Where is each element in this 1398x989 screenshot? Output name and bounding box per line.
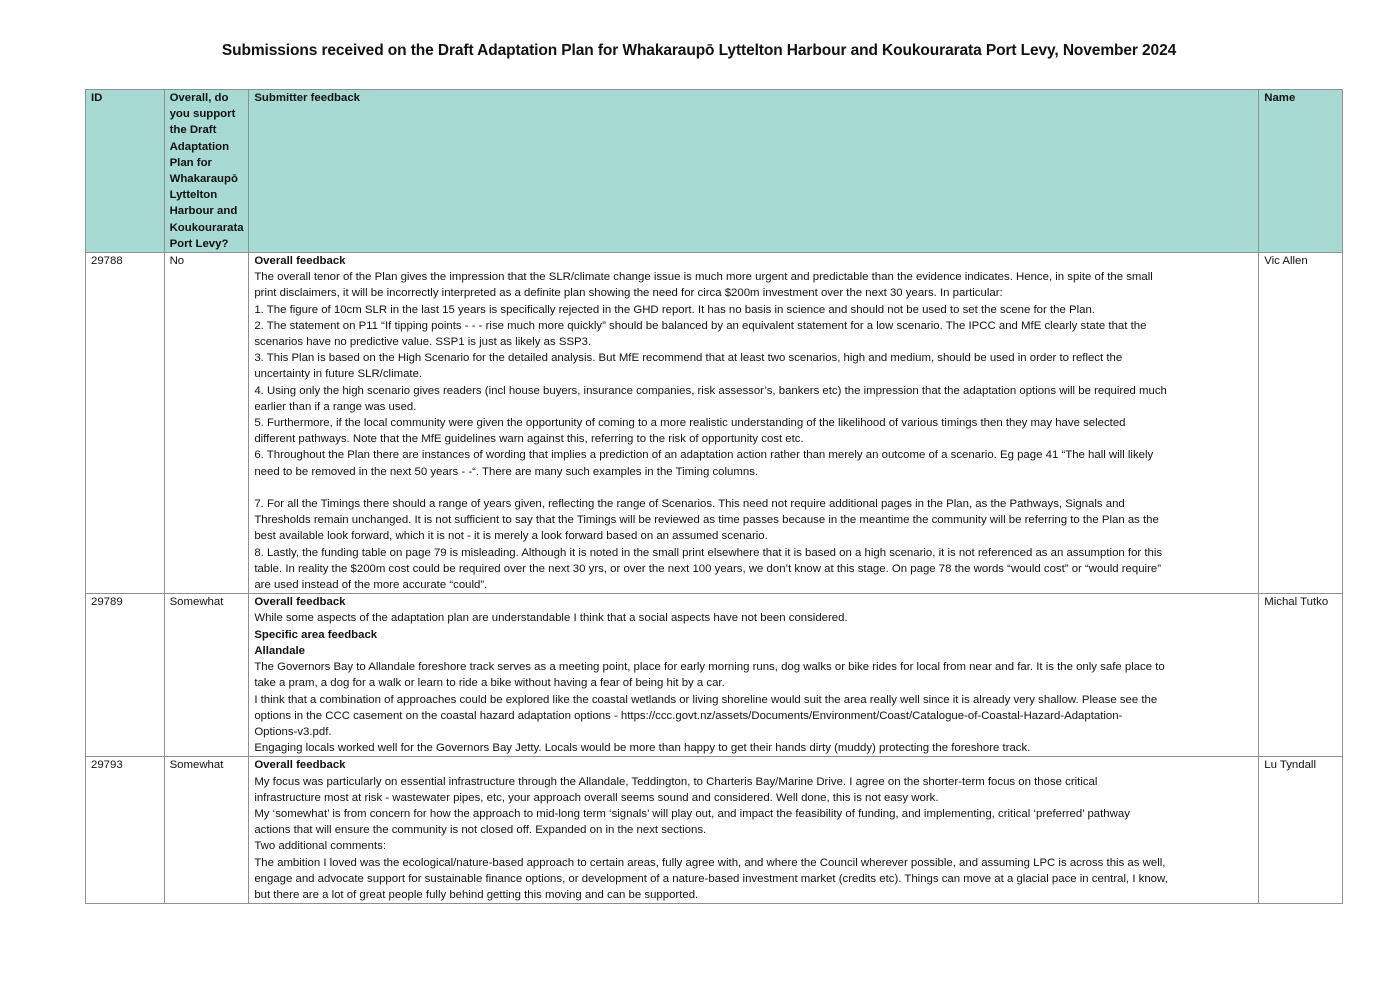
feedback-line: While some aspects of the adaptation plan are understandable I think that a social aspects have not been considered. (254, 612, 848, 625)
submitter-name-text: Michal Tutko (1264, 596, 1329, 609)
support-answer (164, 594, 249, 757)
feedback-line: options in the CCC casement on the coastal hazard adaptation options - https://ccc.govt.nz/assets/Documents/Environment/Coast/Catalogue-of-Coastal-Hazard-Adaptation- (254, 709, 1123, 722)
support-answer (164, 253, 249, 594)
header-name: Name (1259, 90, 1343, 253)
submissions-table (85, 89, 1343, 904)
header-support: Overall, do you support the Draft Adaptation Plan for Whakaraupō Lyttelton Harbour and Koukourarata Port Levy? (164, 90, 249, 253)
submitter-name-text: Lu Tyndall (1264, 759, 1316, 772)
table-row (86, 594, 1343, 757)
submission-id-text: 29788 (91, 255, 123, 268)
submitter-name (1259, 594, 1343, 757)
feedback-heading: Allandale (254, 644, 305, 657)
support-answer-text: Somewhat (169, 759, 224, 772)
feedback-line: print disclaimers, it will be incorrectly interpreted as a definite plan showing the need for circa $200m investment over the next 30 years. In particular: (254, 287, 1003, 300)
submission-id (86, 594, 165, 757)
feedback-line: Two additional comments: (254, 840, 386, 853)
feedback-line (254, 480, 1253, 496)
table-row (86, 253, 1343, 594)
feedback-line: I think that a combination of approaches could be explored like the coastal wetlands or living shoreline would suit the area really well since it is already very shallow. Please see the (254, 693, 1158, 706)
header-row (86, 90, 1343, 253)
submitter-name-text: Vic Allen (1264, 255, 1308, 268)
feedback-line: table. In reality the $200m cost could be required over the next 30 yrs, or over the next 100 years, we don’t know at this stage. On page 78 the words “would cost” or “would require” (254, 562, 1161, 575)
submission-id (86, 253, 165, 594)
header-feedback: Submitter feedback (249, 90, 1259, 253)
feedback-heading: Overall feedback (254, 255, 346, 268)
feedback-line: 3. This Plan is based on the High Scenario for the detailed analysis. But MfE recommend that at least two scenarios, high and medium, should be used in order to reflect the (254, 352, 1123, 365)
feedback-line: 1. The figure of 10cm SLR in the last 15 years is specifically rejected in the GHD report. It has no basis in science and should not be used to set the scene for the Plan. (254, 303, 1095, 316)
feedback-line: earlier than if a range was used. (254, 400, 417, 413)
submitter-feedback (249, 253, 1259, 594)
feedback-line: infrastructure most at risk - wastewater pipes, etc, your approach overall seems sound and considered. Well done, this is not easy work. (254, 791, 939, 804)
feedback-line: uncertainty in future SLR/climate. (254, 368, 423, 381)
feedback-line: different pathways. Note that the MfE guidelines warn against this, referring to the risk of opportunity cost etc. (254, 433, 804, 446)
feedback-heading: Specific area feedback (254, 628, 378, 641)
feedback-heading: Overall feedback (254, 596, 346, 609)
submission-id (86, 757, 165, 904)
feedback-line: The Governors Bay to Allandale foreshore track serves as a meeting point, place for early morning runs, dog walks or bike rides for local from near and far. It is the only safe place to (254, 661, 1165, 674)
header-id: ID (86, 90, 165, 253)
feedback-line: The overall tenor of the Plan gives the impression that the SLR/climate change issue is much more urgent and predictable than the evidence indicates. Hence, in spite of the small (254, 271, 1153, 284)
feedback-line: actions that will ensure the community is not closed off. Expanded on in the next sections. (254, 824, 707, 837)
submission-id-text: 29793 (91, 759, 123, 772)
page-title: Submissions received on the Draft Adaptation Plan for Whakaraupō Lyttelton Harbour and Koukourarata Port Levy, November 2024 (221, 42, 1177, 59)
feedback-heading: Overall feedback (254, 759, 346, 772)
feedback-line: 5. Furthermore, if the local community were given the opportunity of coming to a more realistic understanding of the likelihood of various timings then they may have selected (254, 417, 1126, 430)
feedback-line: 7. For all the Timings there should a range of years given, reflecting the range of Scenarios. This need not require additional pages in the Plan, as the Pathways, Signals and (254, 498, 1125, 511)
feedback-line: 4. Using only the high scenario gives readers (incl house buyers, insurance companies, risk assessor’s, bankers etc) the impression that the adaptation options will be required much (254, 384, 1167, 397)
support-answer-text: No (169, 255, 185, 268)
submitter-feedback (249, 757, 1259, 904)
feedback-line: need to be removed in the next 50 years - -“. There are many such examples in the Timing columns. (254, 465, 759, 478)
submitter-name (1259, 253, 1343, 594)
submission-id-text: 29789 (91, 596, 123, 609)
submitter-feedback (249, 594, 1259, 757)
feedback-line: are used instead of the more accurate “could”. (254, 579, 488, 592)
feedback-line: Thresholds remain unchanged. It is not sufficient to say that the Timings will be reviewed as time passes because in the meantime the community will be referring to the Plan as the (254, 514, 1159, 527)
support-answer (164, 757, 249, 904)
feedback-line: engage and advocate support for sustainable finance options, or development of a nature-based investment market (credits etc). Things can move at a glacial pace in central, I know, (254, 872, 1168, 885)
support-answer-text: Somewhat (169, 596, 224, 609)
feedback-line: My ‘somewhat’ is from concern for how the approach to mid-long term ‘signals’ will play out, and impact the feasibility of funding, and implementing, critical ‘preferred’ pathway (254, 807, 1130, 820)
feedback-line: take a pram, a dog for a walk or learn to ride a bike without having a fear of being hit by a car. (254, 677, 725, 690)
feedback-line: 6. Throughout the Plan there are instances of wording that implies a prediction of an adaptation action rather than merely an outcome of a scenario. Eg page 41 “The hall will likely (254, 449, 1154, 462)
feedback-line: Engaging locals worked well for the Governors Bay Jetty. Locals would be more than happy to get their hands dirty (muddy) protecting the foreshore track. (254, 742, 1031, 755)
feedback-line: scenarios have no predictive value. SSP1 is just as likely as SSP3. (254, 336, 592, 349)
feedback-line: The ambition I loved was the ecological/nature-based approach to certain areas, fully agree with, and where the Council wherever possible, and assuming LPC is across this as well, (254, 856, 1166, 869)
feedback-line: 8. Lastly, the funding table on page 79 is misleading. Although it is noted in the small print elsewhere that it is based on a high scenario, it is not referenced as an assumption for this (254, 546, 1163, 559)
submitter-name (1259, 757, 1343, 904)
feedback-line: 2. The statement on P11 “If tipping points - - - rise much more quickly” should be balanced by an equivalent statement for a low scenario. The IPCC and MfE clearly state that the (254, 319, 1147, 332)
table-row (86, 757, 1343, 904)
feedback-line: best available look forward, which it is not - it is merely a look forward based on an assumed scenario. (254, 530, 768, 543)
feedback-line: Options-v3.pdf. (254, 725, 332, 738)
feedback-line: but there are a lot of great people fully behind getting this moving and can be supported. (254, 888, 699, 901)
feedback-line: My focus was particularly on essential infrastructure through the Allandale, Teddington, to Charteris Bay/Marine Drive. I agree on the shorter-term focus on those critical (254, 775, 1098, 788)
